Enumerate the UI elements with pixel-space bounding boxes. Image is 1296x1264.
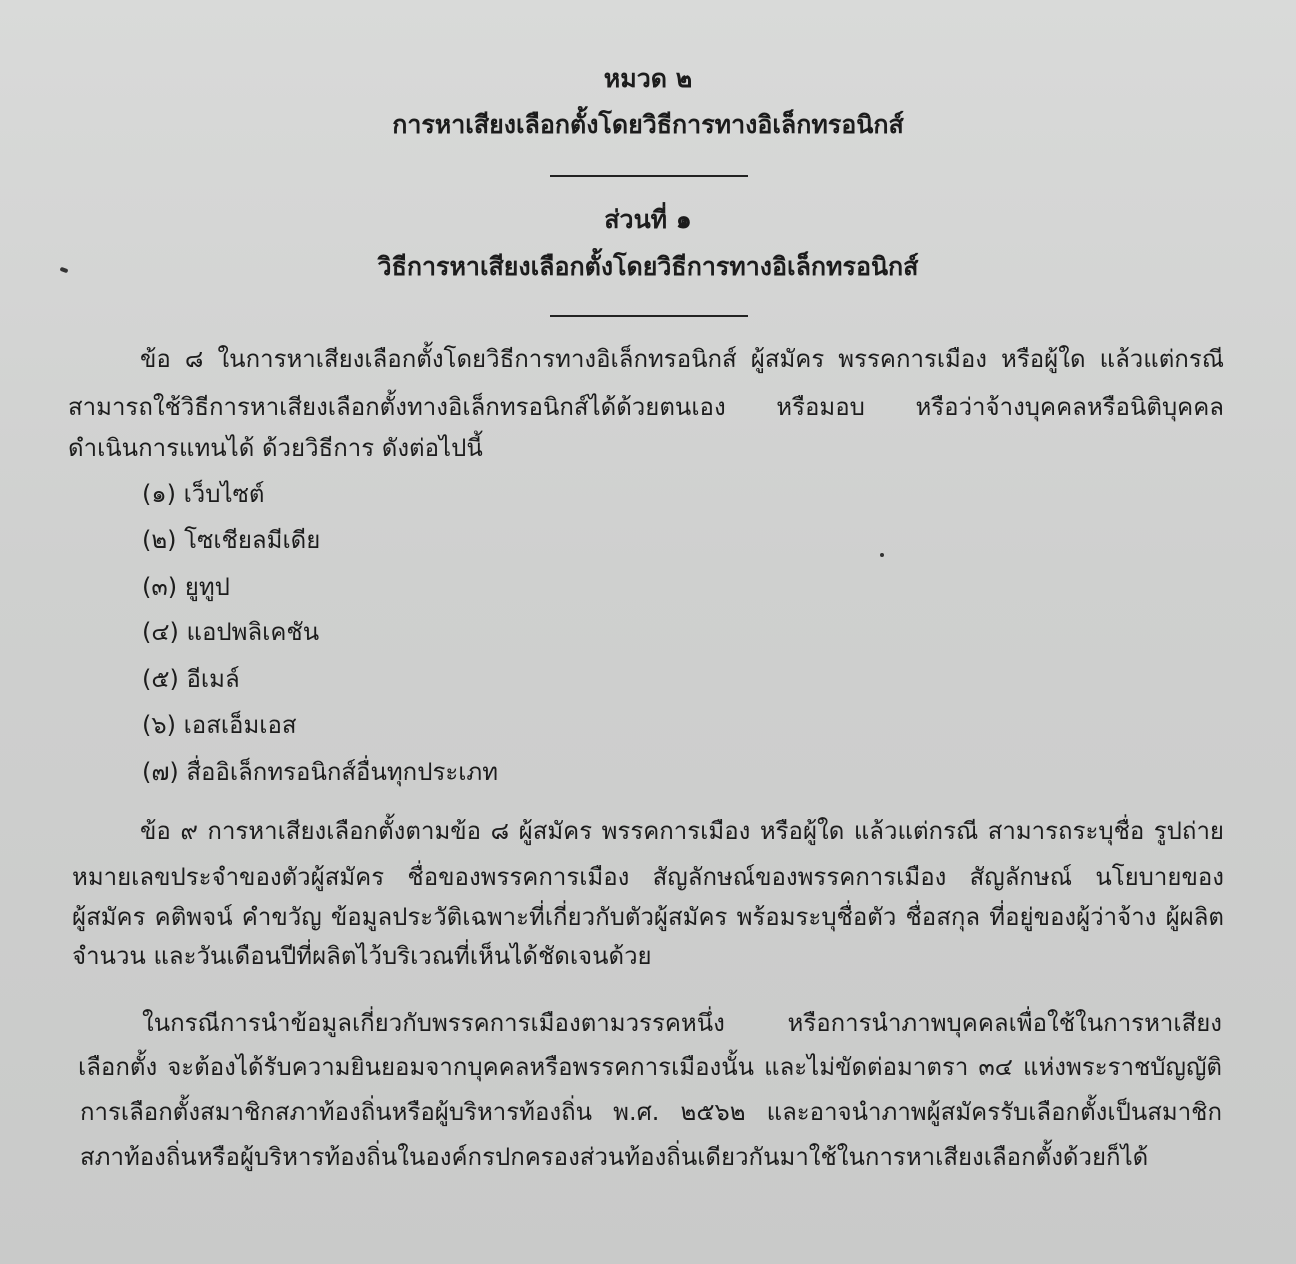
clause-9-line: หมายเลขประจำของตัวผู้สมัคร ชื่อของพรรคการเมือง สัญลักษณ์ของพรรคการเมือง สัญลักษณ์ นโยบายของ xyxy=(72,863,1224,891)
clause-8-line: ข้อ ๘ ในการหาเสียงเลือกตั้งโดยวิธีการทางอิเล็กทรอนิกส์ ผู้สมัคร พรรคการเมือง หรือผู้ใด แล้วแต่กรณี xyxy=(140,345,1224,373)
ink-dot xyxy=(880,553,884,557)
list-item: (๑) เว็บไซต์ xyxy=(142,480,265,508)
paragraph-line: ในกรณีการนำข้อมูลเกี่ยวกับพรรคการเมืองตามวรรคหนึ่ง หรือการนำภาพบุคคลเพื่อใช้ในการหาเสียง xyxy=(142,1009,1222,1037)
list-item: (๓) ยูทูป xyxy=(142,573,230,601)
clause-8-line: ดำเนินการแทนได้ ด้วยวิธีการ ดังต่อไปนี้ xyxy=(68,434,483,462)
clause-9-line: ข้อ ๙ การหาเสียงเลือกตั้งตามข้อ ๘ ผู้สมัคร พรรคการเมือง หรือผู้ใด แล้วแต่กรณี สามารถระบุชื่อ รูปถ่าย xyxy=(140,817,1224,845)
paragraph-line: การเลือกตั้งสมาชิกสภาท้องถิ่นหรือผู้บริหารท้องถิ่น พ.ศ. ๒๕๖๒ และอาจนำภาพผู้สมัครรับเลือกตั้งเป็นสมาชิก xyxy=(80,1098,1222,1126)
divider-line xyxy=(550,175,748,177)
list-item: (๕) อีเมล์ xyxy=(142,665,240,693)
paragraph-line: เลือกตั้ง จะต้องได้รับความยินยอมจากบุคคลหรือพรรคการเมืองนั้น และไม่ขัดต่อมาตรา ๓๔ แห่งพระราชบัญญัติ xyxy=(78,1053,1222,1081)
divider-line xyxy=(550,315,748,317)
part-title: วิธีการหาเสียงเลือกตั้งโดยวิธีการทางอิเล็กทรอนิกส์ xyxy=(377,252,919,281)
chapter-heading: หมวด ๒ xyxy=(603,64,693,93)
list-item: (๖) เอสเอ็มเอส xyxy=(142,711,297,739)
chapter-title: การหาเสียงเลือกตั้งโดยวิธีการทางอิเล็กทรอนิกส์ xyxy=(392,110,904,139)
list-item: (๔) แอปพลิเคชัน xyxy=(142,618,320,646)
clause-8-line: สามารถใช้วิธีการหาเสียงเลือกตั้งทางอิเล็กทรอนิกส์ได้ด้วยตนเอง หรือมอบ หรือว่าจ้างบุคคลหรือนิติบุคคล xyxy=(68,393,1224,421)
list-item: (๒) โซเชียลมีเดีย xyxy=(142,526,321,554)
clause-9-line: จำนวน และวันเดือนปีที่ผลิตไว้บริเวณที่เห็นได้ชัดเจนด้วย xyxy=(72,942,652,970)
clause-9-line: ผู้สมัคร คติพจน์ คำขวัญ ข้อมูลประวัติเฉพาะที่เกี่ยวกับตัวผู้สมัคร พร้อมระบุชื่อตัว ชื่อสกุล ที่อยู่ของผู้ว่าจ้าง ผู้ผลิต xyxy=(72,903,1224,931)
list-item: (๗) สื่ออิเล็กทรอนิกส์อื่นทุกประเภท xyxy=(142,758,499,786)
part-heading: ส่วนที่ ๑ xyxy=(604,205,692,234)
paragraph-line: สภาท้องถิ่นหรือผู้บริหารท้องถิ่นในองค์กรปกครองส่วนท้องถิ่นเดียวกันมาใช้ในการหาเสียงเลือกตั้งด้วยก็ได้ xyxy=(80,1143,1149,1171)
